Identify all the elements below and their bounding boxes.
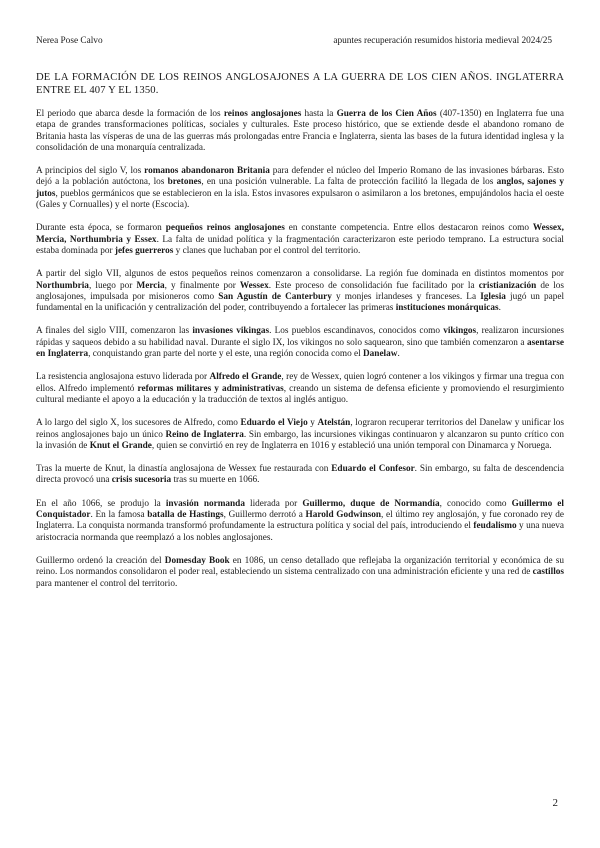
- bold-term: Guillermo el Conquistador: [36, 498, 564, 521]
- text-run: , en una posición vulnerable. La falta de protección facilitó la llegada de los: [201, 177, 497, 188]
- bold-term: Danelaw: [363, 349, 398, 360]
- bold-term: castillos: [532, 567, 564, 578]
- text-run: , conocido como: [439, 498, 512, 509]
- bold-term: Reino de Inglaterra: [165, 429, 244, 440]
- text-run: . En la famosa: [90, 510, 148, 521]
- text-run: , creando un sistema de defensa eficiente y promoviendo el resurgimiento cultural mediante el apoyo a la educación y la traducción de textos al inglés antiguo.: [36, 383, 564, 405]
- text-run: , quien se convirtió en rey de Inglaterra en 1016 y estableció una unión temporal con Dinamarca y Noruega.: [151, 440, 552, 451]
- text-run: hasta la: [301, 109, 337, 119]
- text-run: , rey de Wessex, quien logró contener a los vikingos y firmar una tregua con ellos. Alfredo implementó: [36, 372, 564, 394]
- bold-term: jefes guerreros: [114, 245, 174, 256]
- paragraph: [36, 166, 564, 211]
- bold-term: Guillermo, duque de Normandía: [302, 498, 440, 509]
- bold-term: reinos anglosajones: [223, 109, 302, 119]
- paragraph: [36, 556, 564, 590]
- bold-term: Harold Godwinson: [305, 510, 382, 521]
- paragraph: [36, 223, 564, 257]
- paragraph: [36, 269, 564, 314]
- bold-term: Wessex: [239, 280, 269, 291]
- text-run: . Sin embargo, su falta de descendencia directa provocó una: [36, 464, 564, 486]
- bold-term: Northumbria: [36, 280, 89, 291]
- text-run: A lo largo del siglo X, los sucesores de Alfredo, como: [36, 418, 241, 429]
- text-run: en constante competencia. Entre ellos destacaron reinos como: [284, 223, 533, 234]
- bold-term: cristianización: [478, 280, 537, 291]
- paragraph: [36, 109, 564, 154]
- bold-term: anglos, sajones y jutos: [36, 177, 564, 199]
- paragraph: [36, 464, 564, 487]
- text-run: y monjes irlandeses y franceses. La: [331, 291, 481, 302]
- bold-term: instituciones monárquicas: [395, 303, 499, 314]
- text-run: (407-1350) en Inglaterra fue una etapa de grandes transformaciones políticas, sociales y culturales. Este proceso histórico, que se extiende desde el abandono romano de Britania hasta las vísperas de una de las guerras más prolongadas entre Francia e Inglaterra, sienta las bases de la futura identidad inglesa y la consolidación de una monarquía centralizada.: [36, 109, 564, 153]
- page-header: [36, 36, 552, 50]
- bold-term: batalla de Hastings: [147, 510, 224, 521]
- bold-term: invasiones vikingas: [192, 326, 270, 337]
- page-number: 2: [552, 797, 558, 809]
- bold-term: bretones: [167, 177, 202, 188]
- paragraph: [36, 372, 564, 406]
- bold-term: Domesday Book: [164, 555, 230, 566]
- bold-term: Mercia: [136, 280, 165, 291]
- text-run: Tras la muerte de Knut, la dinastía anglosajona de Wessex fue restaurada con: [36, 464, 332, 475]
- bold-term: reformas militares y administrativas: [137, 383, 284, 394]
- text-run: jugó un papel fundamental en la unificación y centralización del poder, contribuyendo a fortalecer las primeras: [36, 291, 565, 314]
- text-run: tras su muerte en 1066.: [171, 475, 260, 486]
- text-run: y clanes que luchaban por el control del territorio.: [173, 245, 361, 256]
- paragraph: [36, 499, 564, 544]
- text-run: En el año 1066, se produjo la: [36, 498, 166, 509]
- text-run: y: [307, 418, 318, 429]
- bold-term: feudalismo: [473, 521, 517, 532]
- text-run: para mantener el control del territorio.: [36, 578, 178, 589]
- text-run: . Este proceso de consolidación fue facilitado por la: [268, 280, 479, 291]
- text-run: , el último rey anglosajón, y fue coronado rey de Inglaterra. La conquista normanda transformó profundamente la estructura política y social del país, introduciendo el: [36, 510, 564, 532]
- bold-term: invasión normanda: [165, 498, 245, 509]
- bold-term: Atelstán: [317, 418, 351, 429]
- bold-term: Guerra de los Cien Años: [336, 109, 437, 119]
- text-run: A finales del siglo VIII, comenzaron las: [36, 326, 193, 337]
- bold-term: San Agustín de Canterbury: [218, 291, 332, 302]
- text-run: de los anglosajones, impulsada por misioneros como: [36, 280, 565, 302]
- text-run: , pueblos germánicos que se establecieron en la isla. Estos invasores expulsaron o asimilaron a los bretones, empujándolos hacia el oeste (Gales y Cornualles) y el norte (Escocia).: [36, 188, 564, 211]
- section-title: DE LA FORMACIÓN DE LOS REINOS ANGLOSAJONES A LA GUERRA DE LOS CIEN AÑOS. INGLATERRA ENTRE EL 407 Y EL 1350.: [36, 72, 564, 96]
- bold-term: pequeños reinos anglosajones: [165, 223, 285, 234]
- text-run: Guillermo ordenó la creación del: [36, 555, 165, 566]
- text-run: para defender el núcleo del Imperio Romano de las invasiones bárbaras. Esto dejó a la población autóctona, los: [36, 166, 564, 188]
- text-run: .: [397, 349, 400, 360]
- paragraph: [36, 418, 564, 452]
- bold-term: Alfredo el Grande: [209, 372, 282, 383]
- text-run: A principios del siglo V, los: [36, 166, 145, 177]
- bold-term: Wessex, Mercia, Northumbria y Essex: [36, 223, 564, 245]
- body-text: [36, 109, 564, 602]
- text-run: . La falta de unidad política y la fragmentación caracterizaron este periodo temprano. La estructura social estaba dominada por: [36, 234, 565, 256]
- text-run: .: [498, 303, 501, 314]
- bold-term: romanos abandonaron Britania: [144, 166, 270, 177]
- text-run: , conquistando gran parte del norte y el este, una región conocida como el: [88, 349, 363, 360]
- text-run: en 1086, un censo detallado que reflejaba la organización territorial y económica de su reino. Los normandos consolidaron el poder real, estableciendo un sistema centralizado con una administración eficiente y una red de: [36, 555, 564, 578]
- bold-term: vikingos: [443, 326, 477, 337]
- text-run: , realizaron incursiones rápidas y saqueos debido a su habilidad naval. Durante el siglo IX, los vikingos no solo saquearon, sino que también comenzaron a: [36, 326, 565, 348]
- document-subject: apuntes recuperación resumidos historia medieval 2024/25: [333, 36, 552, 46]
- text-run: . Los pueblos escandinavos, conocidos como: [269, 326, 444, 337]
- bold-term: asentarse en Inglaterra: [36, 337, 564, 360]
- bold-term: crisis sucesoria: [111, 475, 172, 486]
- paragraph: [36, 326, 564, 360]
- text-run: La resistencia anglosajona estuvo liderada por: [36, 372, 210, 383]
- text-run: , lograron recuperar territorios del Danelaw y unificar los reinos anglosajones bajo un único: [36, 418, 565, 440]
- text-run: . Sin embargo, las incursiones vikingas continuaron y alcanzaron su punto crítico con la invasión de: [36, 429, 564, 451]
- bold-term: Knut el Grande: [89, 440, 152, 451]
- text-run: A partir del siglo VII, algunos de estos pequeños reinos comenzaron a consolidarse. La región fue dominada en distintos momentos por: [36, 269, 564, 280]
- text-run: El periodo que abarca desde la formación de los: [36, 109, 224, 119]
- bold-term: Eduardo el Viejo: [240, 418, 308, 429]
- author-name: Nerea Pose Calvo: [36, 36, 103, 46]
- text-run: , luego por: [88, 280, 137, 291]
- text-run: , Guillermo derrotó a: [223, 510, 306, 521]
- text-run: liderada por: [244, 498, 303, 509]
- bold-term: Eduardo el Confesor: [331, 464, 415, 475]
- text-run: Durante esta época, se formaron: [36, 223, 166, 234]
- text-run: y una nueva aristocracia normanda que reemplazó a los nobles anglosajones.: [36, 521, 564, 543]
- text-run: , y finalmente por: [164, 280, 240, 291]
- bold-term: Iglesia: [480, 291, 506, 302]
